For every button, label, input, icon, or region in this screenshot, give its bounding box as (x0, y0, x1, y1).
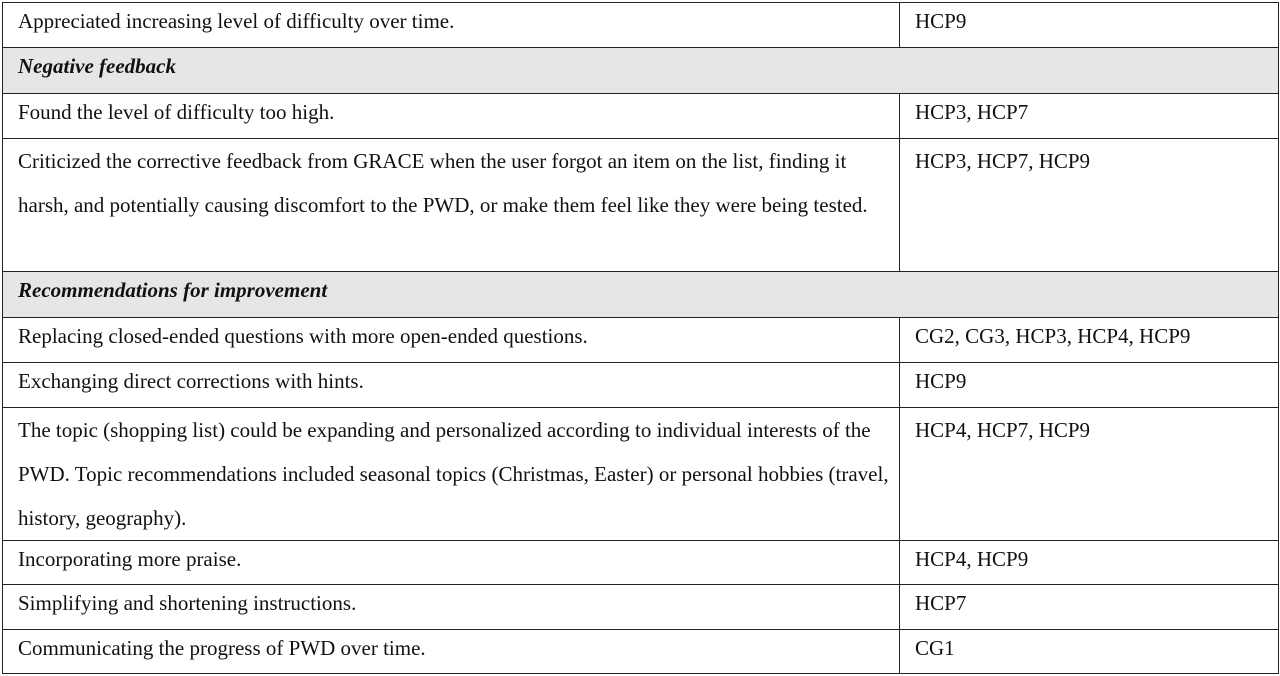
participants-cell: HCP4, HCP7, HCP9 (900, 408, 1279, 541)
participants-cell: HCP9 (900, 363, 1279, 408)
participants-cell: CG2, CG3, HCP3, HCP4, HCP9 (900, 318, 1279, 363)
table-row (3, 408, 1279, 541)
feedback-cell: Found the level of difficulty too high. (3, 94, 900, 139)
section-header-row (3, 272, 1279, 318)
table-row (3, 139, 1279, 272)
table-row (3, 363, 1279, 408)
participants-cell: CG1 (900, 630, 1279, 674)
feedback-cell: Incorporating more praise. (3, 541, 900, 585)
table-row (3, 318, 1279, 363)
feedback-cell: Replacing closed-ended questions with more open-ended questions. (3, 318, 900, 363)
feedback-cell: The topic (shopping list) could be expanding and personalized according to individual interests of the PWD. Topic recommendations included seasonal topics (Christmas, Easter) or personal hobbies (travel, history, geography). (3, 408, 900, 541)
section-header: Recommendations for improvement (3, 272, 1279, 318)
section-header: Negative feedback (3, 48, 1279, 94)
table-row (3, 3, 1279, 48)
feedback-cell: Communicating the progress of PWD over time. (3, 630, 900, 674)
participants-cell: HCP7 (900, 585, 1279, 630)
table-row (3, 94, 1279, 139)
table-row (3, 630, 1279, 674)
feedback-table (2, 2, 1279, 674)
participants-cell: HCP4, HCP9 (900, 541, 1279, 585)
table-row (3, 585, 1279, 630)
participants-cell: HCP3, HCP7 (900, 94, 1279, 139)
participants-cell: HCP9 (900, 3, 1279, 48)
feedback-cell: Appreciated increasing level of difficulty over time. (3, 3, 900, 48)
participants-cell: HCP3, HCP7, HCP9 (900, 139, 1279, 272)
section-header-row (3, 48, 1279, 94)
table-row (3, 541, 1279, 585)
feedback-cell: Criticized the corrective feedback from GRACE when the user forgot an item on the list, finding it harsh, and potentially causing discomfort to the PWD, or make them feel like they were being tested. (3, 139, 900, 272)
feedback-cell: Exchanging direct corrections with hints. (3, 363, 900, 408)
feedback-cell: Simplifying and shortening instructions. (3, 585, 900, 630)
